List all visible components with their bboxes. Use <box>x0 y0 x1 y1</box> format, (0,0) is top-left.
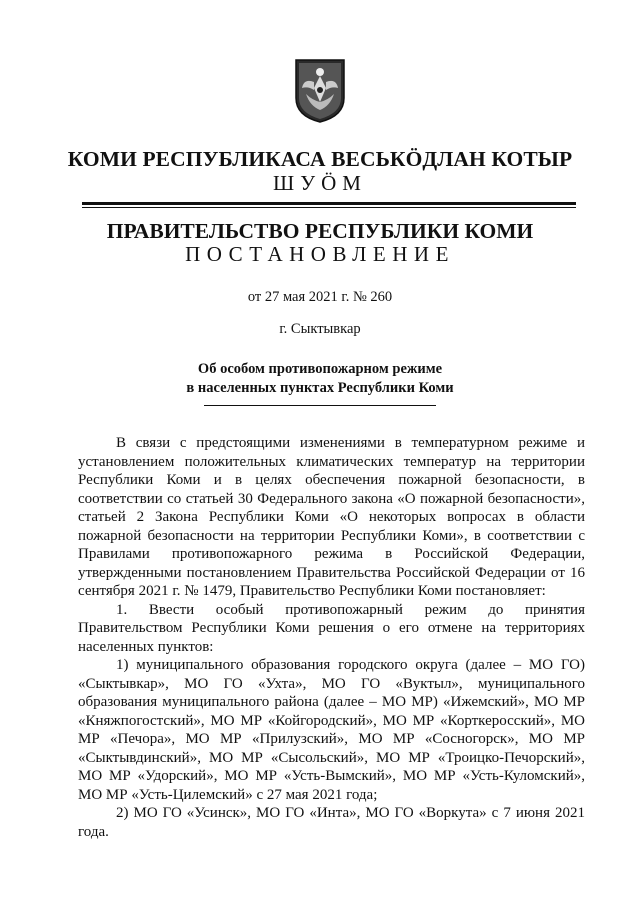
subject-line-2: в населенных пунктах Республики Коми <box>186 380 454 396</box>
komi-government-title: КОМИ РЕСПУБЛИКАСА ВЕСЬКӦДЛАН КОТЫР <box>67 147 573 171</box>
header-divider-thin <box>82 207 576 208</box>
government-title: ПРАВИТЕЛЬСТВО РЕСПУБЛИКИ КОМИ <box>106 219 534 243</box>
header-divider-thick <box>82 202 576 205</box>
subject-underline <box>204 405 436 406</box>
body-paragraph: 1) муниципального образования городского округа (далее – МО ГО) «Сыктывкар», МО ГО «Ухта», МО ГО «Вуктыл», муниципального образования муниципального района (далее – МО МР) «Ижемский», МО МР «Княжпогостский», МО МР «Койгородский», МО МР «Корткеросский», МО МР «Печора», МО МР «Прилузский», МО МР «Сосногорск», МО МР «Сыктывдинский», МО МР «Сысольский», МО МР «Троицко-Печорский», МО МР «Удорский», МО МР «Усть-Вымский», МО МР «Усть-Куломский», МО МР «Усть-Цилемский» с 27 мая 2021 года; <box>78 657 585 803</box>
body-paragraph: В связи с предстоящими изменениями в температурном режиме и установлением положительных климатических температур на территории Республики Коми и в целях обеспечения пожарной безопасности, в соответствии со статьей 30 Федерального закона «О пожарной безопасности», статьей 2 Закона Республики Коми «О некоторых вопросах в области пожарной безопасности на территории Республики Коми», в соответствии с Правилами противопожарного режима в Российской Федерации, утвержденными постановлением Правительства Российской Федерации от 16 сентября 2021 г. № 1479, Правительство Республики Коми постановляет: <box>78 435 585 599</box>
document-subject <box>0 360 640 398</box>
subject-line-1: Об особом противопожарном режиме <box>197 361 443 377</box>
document-city: г. Сыктывкар <box>279 321 361 337</box>
body-paragraph: 2) МО ГО «Усинск», МО ГО «Инта», МО ГО «Воркута» с 7 июня 2021 года. <box>78 805 585 840</box>
komi-coat-of-arms-icon <box>294 58 346 124</box>
body-paragraph: 1. Ввести особый противопожарный режим до принятия Правительством Республики Коми решения о его отмене на территориях населенных пунктов: <box>78 601 585 655</box>
document-body <box>78 434 585 841</box>
document-date-number: от 27 мая 2021 г. № 260 <box>247 289 393 305</box>
komi-document-type: ШУӦМ <box>273 171 367 195</box>
document-type: ПОСТАНОВЛЕНИЕ <box>185 242 455 266</box>
